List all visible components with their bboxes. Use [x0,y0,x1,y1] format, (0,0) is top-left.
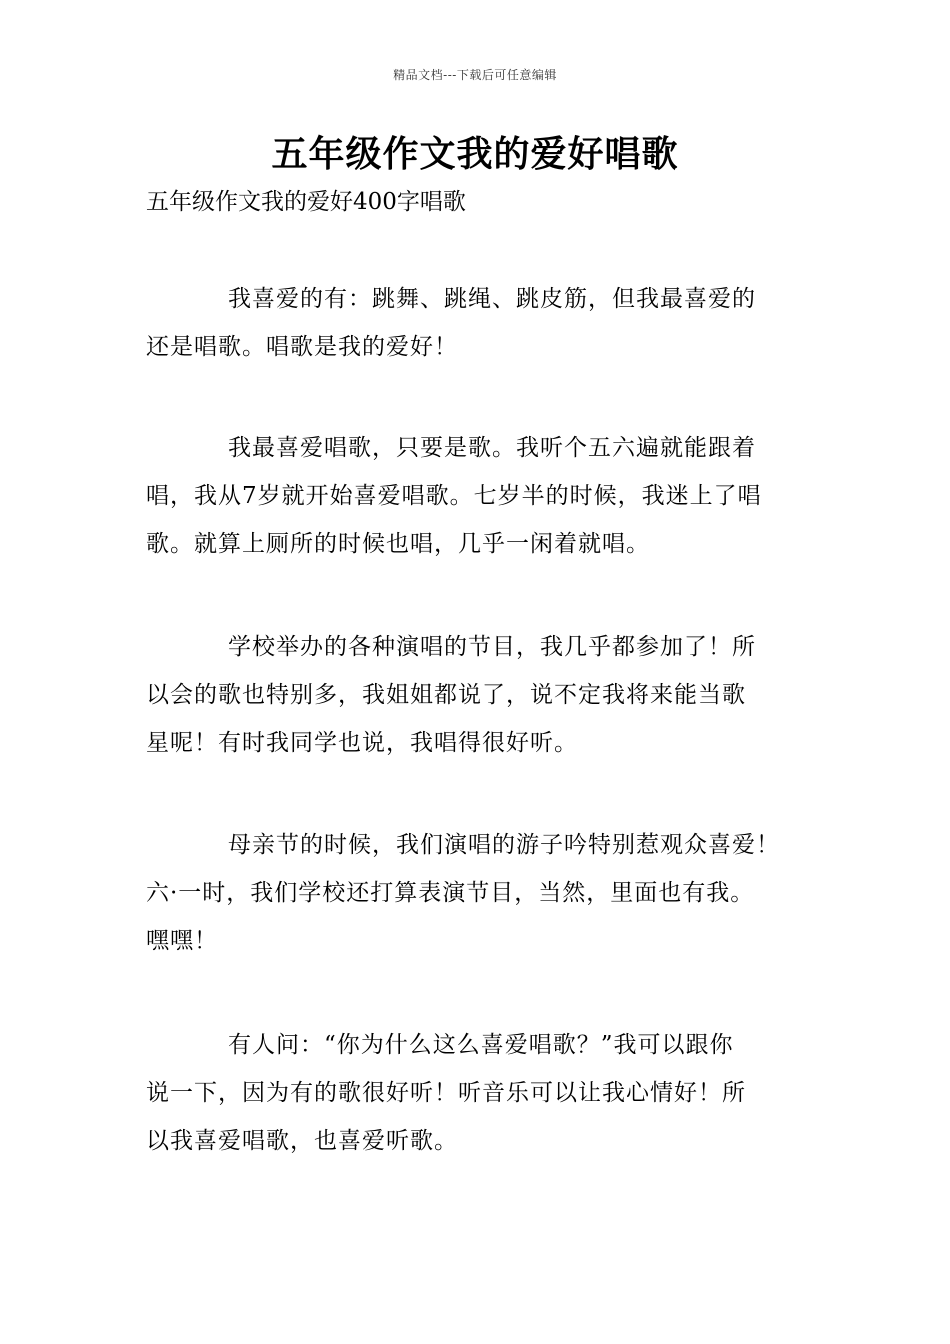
paragraph-3 [146,623,826,767]
paragraph-line: 嘿嘿！ [146,928,218,954]
paragraph-line: 学校举办的各种演唱的节目，我几乎都参加了！所 [228,634,756,660]
paragraph-line: 以会的歌也特别多，我姐姐都说了，说不定我将来能当歌 [146,682,746,708]
paragraph-line: 歌。就算上厕所的时候也唱，几乎一闲着就唱。 [146,531,650,557]
paragraph-4 [146,821,826,965]
paragraph-line: 我最喜爱唱歌，只要是歌。我听个五六遍就能跟着 [228,435,756,461]
paragraph-line: 唱，我从7岁就开始喜爱唱歌。七岁半的时候，我迷上了唱 [146,483,762,509]
header-note: 精品文档---下载后可任意编辑 [393,68,557,82]
paragraph-2 [146,424,826,568]
paragraph-line: 以我喜爱唱歌，也喜爱听歌。 [146,1128,458,1154]
paragraph-line: 还是唱歌。唱歌是我的爱好！ [146,334,458,360]
paragraph-5 [146,1021,826,1165]
paragraph-1 [146,275,826,371]
page-subtitle: 五年级作文我的爱好400字唱歌 [146,189,466,215]
paragraph-line: 六·一时，我们学校还打算表演节目，当然，里面也有我。 [146,880,755,906]
paragraph-line: 星呢！有时我同学也说，我唱得很好听。 [146,730,578,756]
page-title: 五年级作文我的爱好唱歌 [271,134,679,175]
paragraph-line: 我喜爱的有：跳舞、跳绳、跳皮筋，但我最喜爱的 [228,286,756,312]
paragraph-line: 说一下，因为有的歌很好听！听音乐可以让我心情好！所 [146,1080,746,1106]
paragraph-line: 有人问：“你为什么这么喜爱唱歌？”我可以跟你 [228,1032,734,1058]
paragraph-line: 母亲节的时候，我们演唱的游子吟特别惹观众喜爱！ [228,832,780,858]
